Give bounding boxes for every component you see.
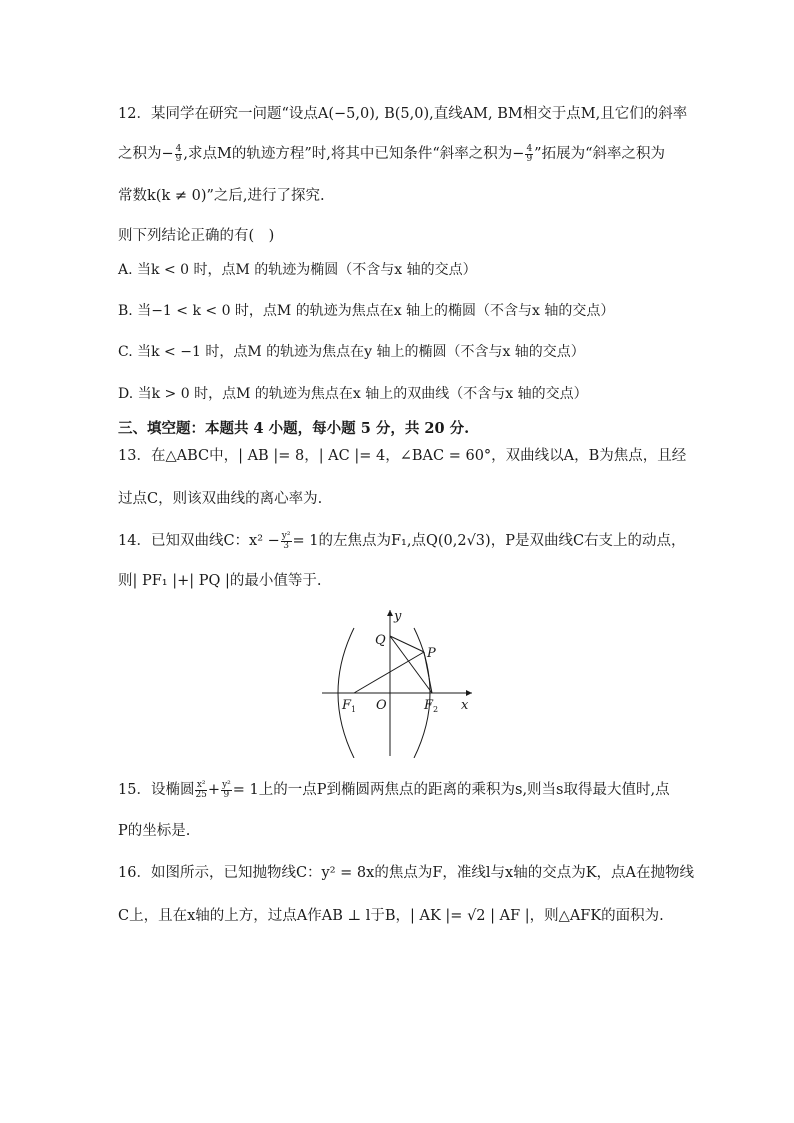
- label-q: Q: [375, 633, 386, 648]
- q15-line2: P的坐标是.: [118, 823, 191, 839]
- q15-plus: +: [207, 782, 221, 798]
- q13-line2: 过点C，则该双曲线的离心率为.: [118, 491, 323, 507]
- q14-line2: 则| PF₁ |+| PQ |的最小值等于.: [118, 573, 322, 589]
- q12-prompt: 则下列结论正确的有( ): [118, 228, 275, 244]
- q15-fraction-2: $\frac{\text{y²}}{9}$: [222, 779, 231, 800]
- q12-option-d: D. 当k > 0 时，点M 的轨迹为焦点在x 轴上的双曲线（不含与x 轴的交点）: [118, 386, 588, 402]
- q15-line1: [118, 779, 670, 801]
- q12-option-b: B. 当−1 < k < 0 时，点M 的轨迹为焦点在x 轴上的椭圆（不含与x 轴的交点）: [118, 303, 615, 319]
- q15-fraction-1: $\frac{\text{x²}}{25}$: [195, 779, 207, 800]
- segment-q-f2: [390, 636, 432, 693]
- hyperbola-figure: [318, 606, 480, 758]
- q12-line3: 常数k(k ≠ 0)”之后,进行了探究.: [118, 188, 325, 204]
- label-p: P: [427, 646, 436, 661]
- label-y: y: [394, 609, 402, 624]
- q15-line1-post: = 1上的一点P到椭圆两焦点的距离的乘积为s,则当s取得最大值时,点: [232, 782, 670, 798]
- q12-line2: [118, 143, 665, 165]
- q12-line1: 12．某同学在研究一问题“设点A(−5,0), B(5,0),直线AM, BM相交于点M,且它们的斜率: [118, 106, 688, 122]
- section-heading: 三、填空题：本题共 4 小题，每小题 5 分，共 20 分.: [118, 420, 470, 437]
- q14-line1-post: = 1的左焦点为F₁,点Q(0,2√3)，P是双曲线C右支上的动点，: [292, 533, 686, 549]
- label-x: x: [461, 698, 469, 713]
- q16-line2: C上，且在x轴的上方，过点A作AB ⊥ l于B，| AK |= √2 | AF |，则△AFK的面积为.: [118, 908, 664, 924]
- q14-line1-pre: 14．已知双曲线C：x² −: [118, 533, 280, 549]
- q14-line1: [118, 530, 686, 552]
- q14-fraction: $\frac{\text{y²}}{3}$: [281, 530, 291, 551]
- q13-line1: 13．在△ABC中，| AB |= 8，| AC |= 4，∠BAC = 60°，双曲线以A，B为焦点，且经: [118, 448, 687, 464]
- segment-f1-p: [354, 652, 424, 693]
- q12-fraction-2: $\frac{4}{9}$: [526, 143, 533, 164]
- label-f2: $F_2$: [424, 698, 439, 714]
- q12-option-a: A. 当k < 0 时，点M 的轨迹为椭圆（不含与x 轴的交点）: [118, 262, 477, 278]
- q12-line2-pre: 之积为−: [118, 146, 174, 162]
- q15-line1-pre: 15．设椭圆: [118, 782, 195, 798]
- q12-fraction-1: $\frac{4}{9}$: [175, 143, 182, 164]
- q12-option-c: C. 当k < −1 时，点M 的轨迹为焦点在y 轴上的椭圆（不含与x 轴的交点）: [118, 344, 585, 360]
- q16-line1: 16．如图所示，已知抛物线C：y² = 8x的焦点为F，准线l与x轴的交点为K，点A在抛物线: [118, 865, 694, 881]
- q12-line2-mid: ,求点M的轨迹方程”时,将其中已知条件“斜率之积为−: [183, 146, 525, 162]
- label-f1: $F_1$: [342, 698, 357, 714]
- label-o: O: [376, 698, 387, 713]
- q12-line2-post: ”拓展为“斜率之积为: [534, 146, 665, 162]
